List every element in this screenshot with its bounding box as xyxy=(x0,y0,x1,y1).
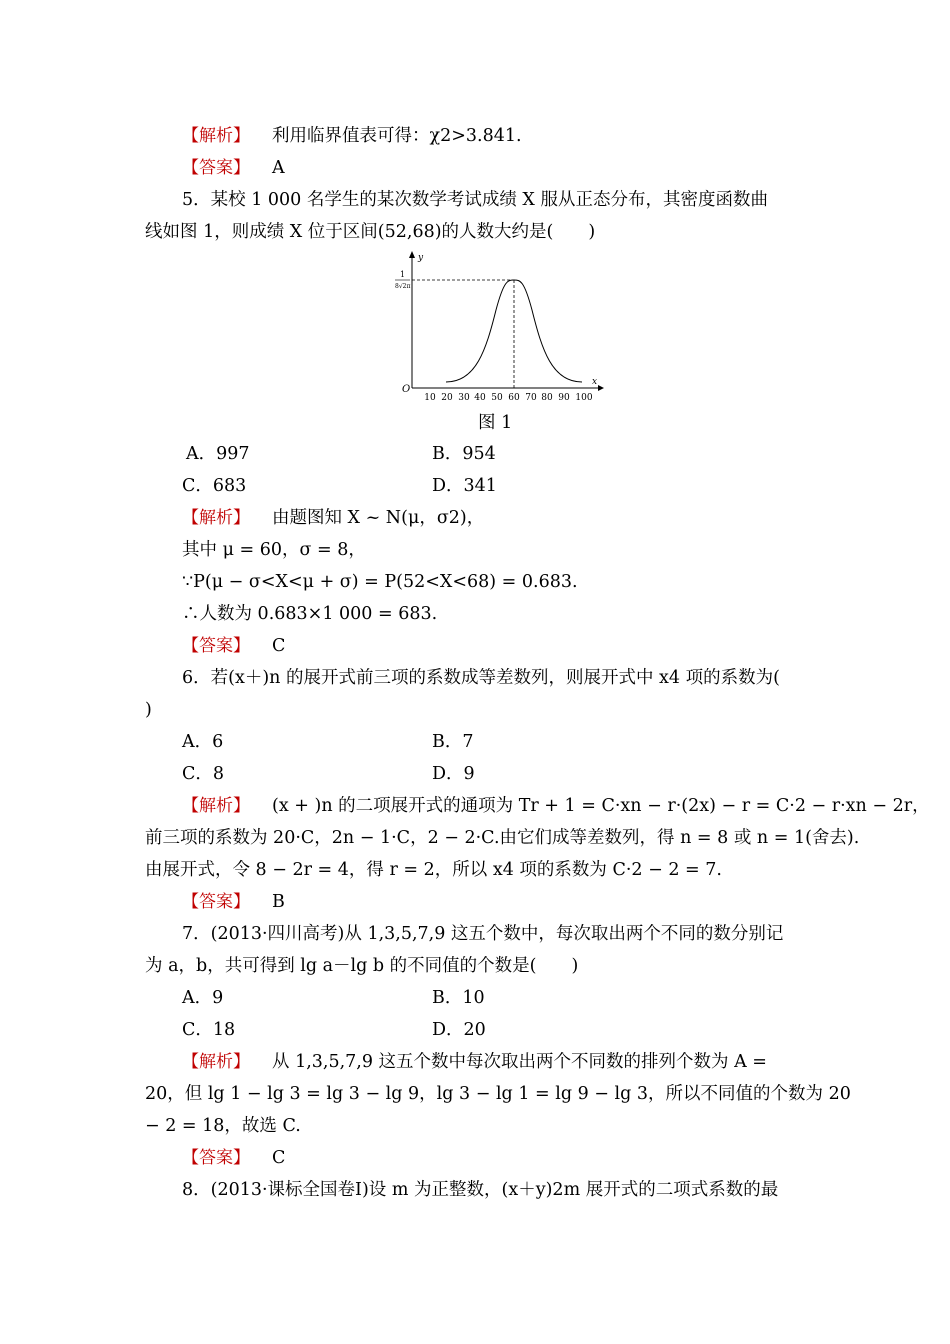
origin-label: O xyxy=(402,384,411,395)
analysis-line xyxy=(182,124,522,148)
analysis-continued: − 2 = 18，故选 C. xyxy=(145,1116,301,1136)
x-tick-60: 60 xyxy=(508,393,520,400)
analysis-text: 由题图知 X ~ N(μ，σ2)， xyxy=(272,508,485,528)
answer-text: C xyxy=(272,1148,286,1168)
answer-text: B xyxy=(272,892,285,912)
x-tick-30: 30 xyxy=(458,393,470,400)
x-tick-70: 70 xyxy=(525,393,537,400)
option-b: B．954 xyxy=(432,444,496,464)
analysis-tag: 【解析】 xyxy=(182,508,250,528)
y-axis-label: y xyxy=(418,253,424,263)
x-tick-100: 100 xyxy=(575,393,593,400)
x-tick-90: 90 xyxy=(558,393,570,400)
answer-text: A xyxy=(272,158,285,178)
option-b: B．7 xyxy=(432,732,474,752)
x-tick-10: 10 xyxy=(424,393,436,400)
option-a: A．9 xyxy=(182,988,224,1008)
answer-line xyxy=(182,156,285,180)
question-7-line-2: 为 a，b，共可得到 lg a－lg b 的不同值的个数是( ) xyxy=(145,956,579,976)
analysis-text: 利用临界值表可得：χ2>3.841. xyxy=(272,126,522,146)
question-6-line-1: 6．若(x＋)n 的展开式前三项的系数成等差数列，则展开式中 x4 项的系数为( xyxy=(182,668,780,688)
option-c: C．683 xyxy=(182,476,247,496)
x-tick-50: 50 xyxy=(491,393,503,400)
question-5-line-1: 5．某校 1 000 名学生的某次数学考试成绩 X 服从正态分布，其密度函数曲 xyxy=(182,190,768,210)
analysis-continued: ∵P(μ − σ<X<μ + σ) = P(52<X<68) = 0.683. xyxy=(182,572,578,592)
analysis-tag: 【解析】 xyxy=(182,126,250,146)
x-axis-label: x xyxy=(592,377,598,387)
x-tick-40: 40 xyxy=(474,393,486,400)
analysis-text: 从 1,3,5,7,9 这五个数中每次取出两个不同数的排列个数为 A = xyxy=(272,1052,767,1072)
analysis-continued: 20，但 lg 1 − lg 3 = lg 3 − lg 9，lg 3 − lg 1 = lg 9 − lg 3，所以不同值的个数为 20 xyxy=(145,1084,851,1104)
option-d: D．9 xyxy=(432,764,475,784)
analysis-continued: 前三项的系数为 20·C，2n − 1·C，2 − 2·C.由它们成等差数列，得 n = 8 或 n = 1(舍去). xyxy=(145,828,860,848)
option-a: A．6 xyxy=(182,732,224,752)
question-5-line-2: 线如图 1，则成绩 X 位于区间(52,68)的人数大约是( ) xyxy=(145,222,596,242)
question-6-line-2: ) xyxy=(145,700,152,720)
analysis-line xyxy=(182,506,484,530)
analysis-line xyxy=(182,1050,767,1074)
option-c: C．8 xyxy=(182,764,225,784)
answer-line xyxy=(182,634,285,658)
option-d: D．341 xyxy=(432,476,497,496)
figure-caption: 图 1 xyxy=(478,413,513,433)
answer-tag: 【答案】 xyxy=(182,636,250,656)
answer-line xyxy=(182,890,285,914)
analysis-continued: 由展开式，令 8 − 2r = 4，得 r = 2，所以 x4 项的系数为 C·2 − 2 = 7. xyxy=(145,860,722,880)
answer-tag: 【答案】 xyxy=(182,158,250,178)
option-a: A．997 xyxy=(186,444,250,464)
option-c: C．18 xyxy=(182,1020,236,1040)
question-8-line-1: 8．(2013·课标全国卷Ⅰ)设 m 为正整数，(x＋y)2m 展开式的二项式系数的最 xyxy=(182,1180,779,1200)
answer-text: C xyxy=(272,636,286,656)
x-tick-80: 80 xyxy=(541,393,553,400)
peak-label-bottom: 8√2π xyxy=(395,283,411,290)
option-b: B．10 xyxy=(432,988,485,1008)
analysis-continued: 其中 μ = 60，σ = 8， xyxy=(182,540,366,560)
question-7-line-1: 7．(2013·四川高考)从 1,3,5,7,9 这五个数中，每次取出两个不同的数分别记 xyxy=(182,924,784,944)
analysis-tag: 【解析】 xyxy=(182,796,250,816)
option-d: D．20 xyxy=(432,1020,486,1040)
answer-tag: 【答案】 xyxy=(182,892,250,912)
peak-label-top: 1 xyxy=(400,270,406,279)
answer-line xyxy=(182,1146,285,1170)
normal-density-figure xyxy=(386,250,606,400)
answer-tag: 【答案】 xyxy=(182,1148,250,1168)
analysis-continued: ∴人数为 0.683×1 000 = 683. xyxy=(182,604,438,624)
analysis-line xyxy=(182,794,930,818)
x-tick-20: 20 xyxy=(441,393,453,400)
analysis-text: (x + )n 的二项展开式的通项为 Tr + 1 = C·xn − r·(2x) − r = C·2 − r·xn − 2r， xyxy=(272,796,930,816)
analysis-tag: 【解析】 xyxy=(182,1052,250,1072)
